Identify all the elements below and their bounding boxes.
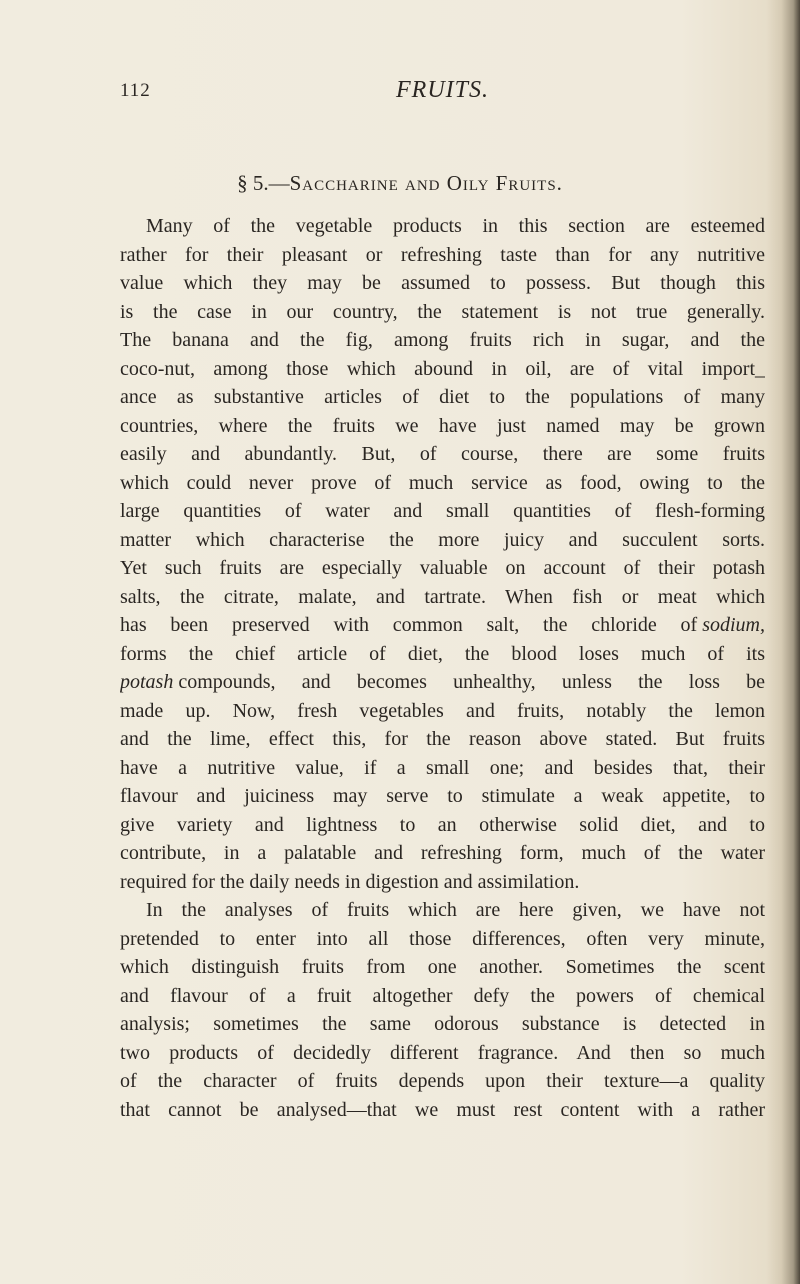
text-line: and the lime, effect this, for the reason above stated. But fruits [120, 728, 765, 750]
text-line-sodium [120, 611, 765, 640]
text-line: made up. Now, fresh vegetables and fruits, notably the lemon [120, 699, 765, 722]
text-line: give variety and lightness to an otherwise solid diet, and to [120, 813, 765, 836]
text-line: contribute, in a palatable and refreshing form, much of the water [120, 842, 765, 864]
text-line: large quantities of water and small quantities of flesh-forming [120, 500, 765, 522]
text-line: analysis; sometimes the same odorous substance is detected in [120, 1013, 765, 1035]
section-heading [0, 171, 800, 196]
italic-potash: potash [120, 671, 174, 693]
page-number: 112 [120, 80, 151, 101]
text-line: flavour and juiciness may serve to stimulate a weak appetite, to [120, 785, 765, 807]
body-text [120, 212, 765, 1124]
text-line: The banana and the fig, among fruits rich in sugar, and the [120, 329, 765, 351]
text-line: Many of the vegetable products in this section are esteemed [146, 215, 765, 237]
text-line: ance as substantive articles of diet to the populations of many [120, 386, 765, 408]
text-line: that cannot be analysed—that we must rest content with a rather [120, 1098, 765, 1121]
section-title: Saccharine and Oily Fruits. [289, 171, 563, 195]
section-number: 5.— [252, 171, 290, 195]
text-line: In the analyses of fruits which are here given, we have not [146, 899, 765, 921]
text-line: have a nutritive value, if a small one; and besides that, their [120, 756, 765, 779]
text-span: compounds, and becomes unhealthy, unless the loss be [178, 671, 765, 693]
text-line: forms the chief article of diet, the blood loses much of its [120, 642, 765, 665]
page-header [120, 77, 765, 110]
text-line: and flavour of a fruit altogether defy the powers of chemical [120, 984, 765, 1007]
text-line: which could never prove of much service as food, owing to the [120, 471, 765, 494]
running-title: FRUITS. [396, 77, 489, 103]
section-symbol: § [237, 171, 248, 195]
text-line: Yet such fruits are especially valuable on account of their potash [120, 557, 765, 579]
text-line: coco-nut, among those which abound in oil, are of vital import_ [120, 357, 765, 380]
text-line: salts, the citrate, malate, and tartrate. When fish or meat which [120, 585, 765, 608]
text-line: rather for their pleasant or refreshing taste than for any nutritive [120, 243, 765, 266]
text-line: of the character of fruits depends upon their texture—a quality [120, 1070, 765, 1092]
text-line: pretended to enter into all those differences, often very minute, [120, 927, 765, 950]
text-span: has been preserved with common salt, the chloride of [120, 614, 698, 636]
text-line: which distinguish fruits from one another. Sometimes the scent [120, 956, 765, 978]
text-line: two products of decidedly different fragrance. And then so much [120, 1041, 765, 1064]
italic-sodium: sodium, [702, 614, 765, 636]
text-line: is the case in our country, the statement is not true generally. [120, 300, 765, 323]
text-line: countries, where the fruits we have just named may be grown [120, 414, 765, 437]
text-line: value which they may be assumed to possess. But though this [120, 272, 765, 294]
text-line: matter which characterise the more juicy and succulent sorts. [120, 528, 765, 551]
text-line: easily and abundantly. But, of course, there are some fruits [120, 443, 765, 465]
text-line: required for the daily needs in digestion and assimilation. [120, 870, 580, 893]
text-line-potash [120, 668, 765, 697]
